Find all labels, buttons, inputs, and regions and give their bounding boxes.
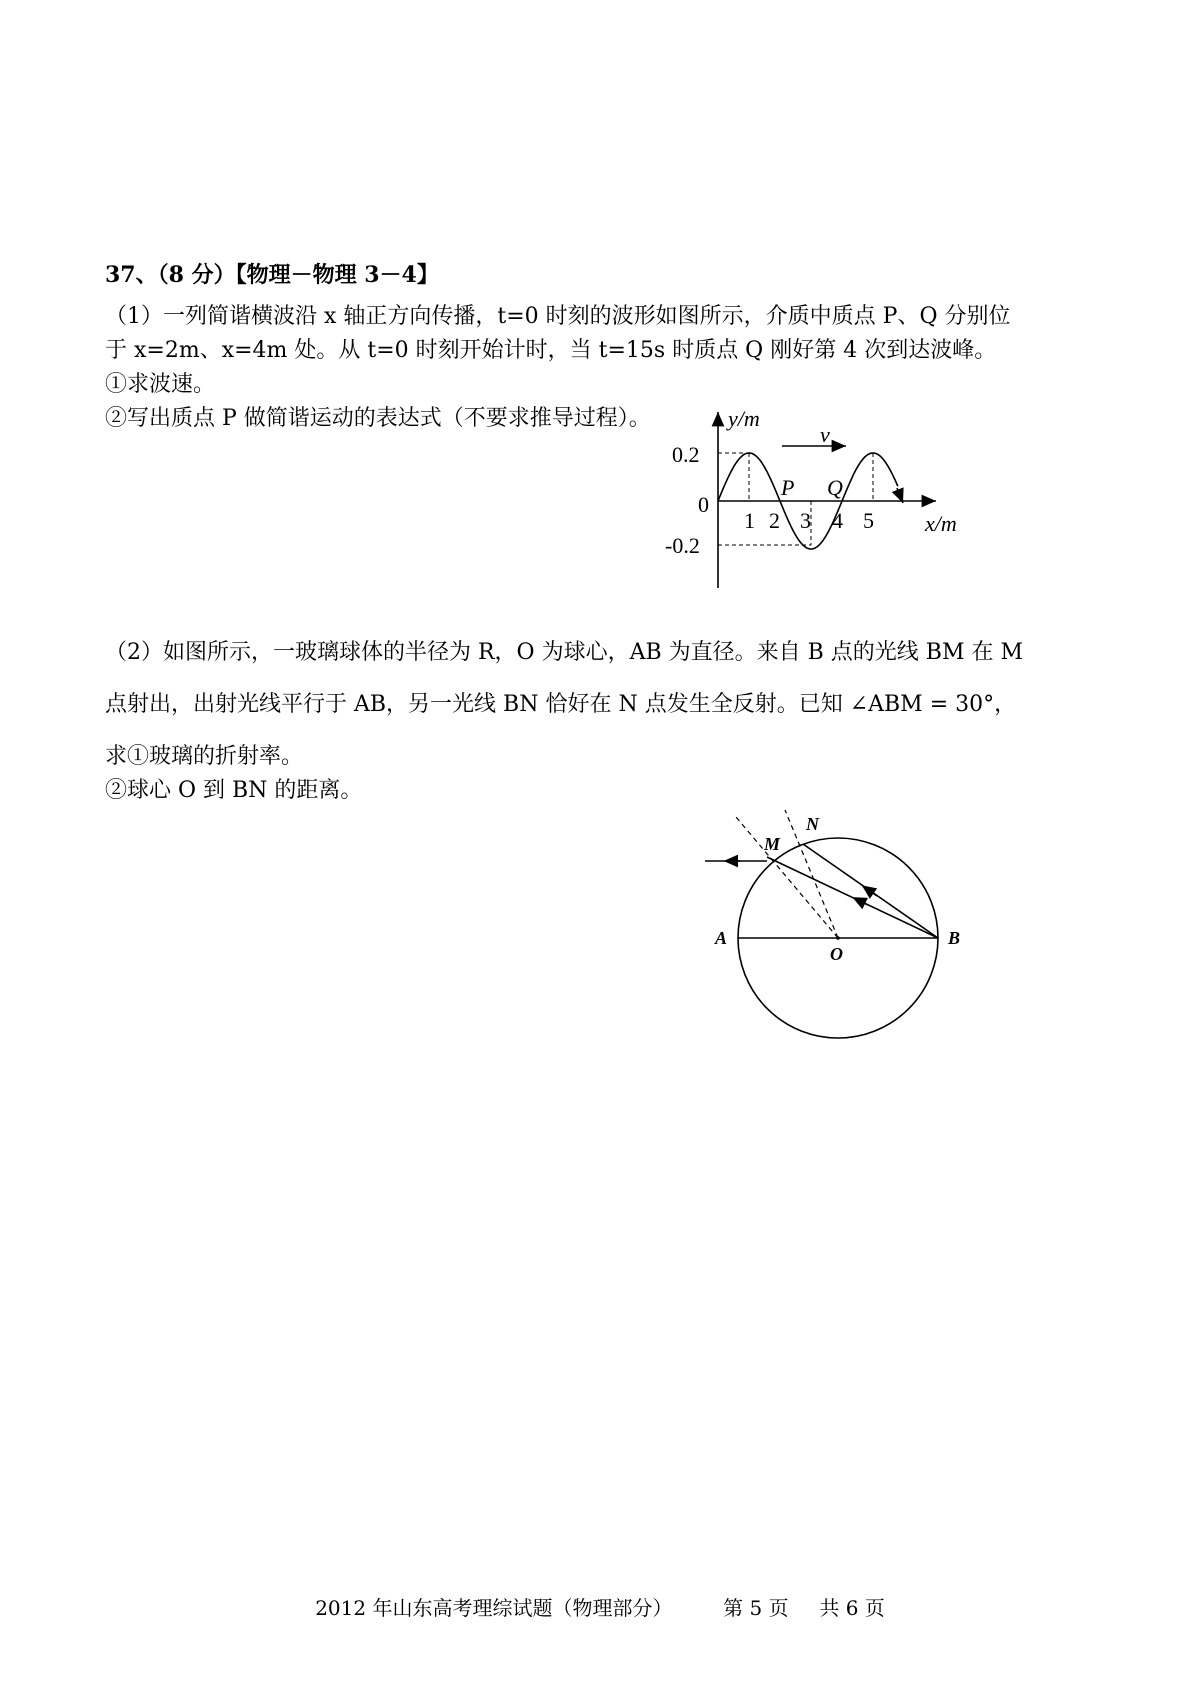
x-tick-3: 3 bbox=[800, 508, 811, 533]
sphere-figure bbox=[700, 805, 980, 1045]
ray-bm-arrow bbox=[858, 900, 868, 905]
point-p-label: P bbox=[781, 475, 795, 500]
x-tick-5: 5 bbox=[863, 508, 874, 533]
normal-m bbox=[736, 817, 838, 938]
y-tick-neg: -0.2 bbox=[665, 533, 700, 558]
part2-line2: 点射出，出射光线平行于 AB，另一光线 BN 恰好在 N 点发生全反射。已知 ∠ABM = 30°， bbox=[105, 692, 1017, 717]
label-o: O bbox=[830, 944, 843, 964]
x-tick-2: 2 bbox=[769, 508, 780, 533]
label-a: A bbox=[715, 928, 728, 948]
part2-line1: （2）如图所示，一玻璃球体的半径为 R，O 为球心，AB 为直径。来自 B 点的光线 BM 在 M bbox=[105, 640, 1023, 665]
x-axis-label: x/m bbox=[925, 511, 957, 536]
part1-item2: ②写出质点 P 做简谐运动的表达式（不要求推导过程）。 bbox=[105, 406, 651, 431]
origin-label: 0 bbox=[698, 492, 709, 517]
footer-total: 共 6 页 bbox=[819, 1596, 885, 1620]
footer-title: 2012 年山东高考理综试题（物理部分） bbox=[315, 1596, 673, 1620]
wave-figure bbox=[660, 400, 990, 600]
label-b: B bbox=[948, 928, 961, 948]
center-o-dot bbox=[836, 936, 840, 940]
y-axis-label: y/m bbox=[728, 406, 760, 431]
footer-page: 第 5 页 bbox=[723, 1596, 789, 1620]
question-header: 37、（8 分）【物理－物理 3－4】 bbox=[105, 262, 439, 288]
velocity-label: v bbox=[820, 422, 830, 447]
label-m: M bbox=[764, 834, 781, 854]
x-tick-1: 1 bbox=[744, 508, 755, 533]
part1-line1: （1）一列简谐横波沿 x 轴正方向传播，t=0 时刻的波形如图所示，介质中质点 P、Q 分别位 bbox=[105, 304, 1011, 329]
point-q-label: Q bbox=[827, 475, 843, 500]
page-footer bbox=[0, 1592, 1200, 1621]
part2-item2: ②球心 O 到 BN 的距离。 bbox=[105, 778, 363, 803]
part2-item1: 求①玻璃的折射率。 bbox=[105, 744, 304, 769]
ray-bn-arrow bbox=[867, 889, 877, 896]
y-tick-pos: 0.2 bbox=[672, 442, 700, 467]
part1-item1: ①求波速。 bbox=[105, 372, 216, 397]
x-tick-4: 4 bbox=[832, 508, 843, 533]
ray-bm bbox=[767, 857, 938, 938]
label-n: N bbox=[806, 814, 819, 834]
part1-line2: 于 x=2m、x=4m 处。从 t=0 时刻开始计时，当 t=15s 时质点 Q 刚好第 4 次到达波峰。 bbox=[105, 338, 997, 363]
